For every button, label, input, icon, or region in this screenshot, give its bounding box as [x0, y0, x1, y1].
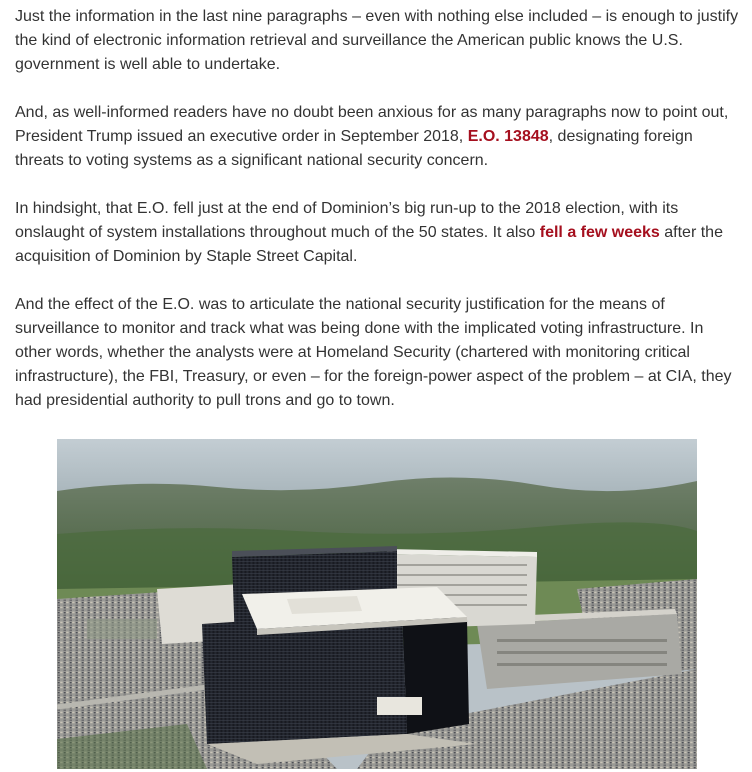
paragraph-2-text-b: , designating foreign threats to voting systems as a significant national security concern. [15, 128, 693, 169]
aerial-photo-illustration [57, 439, 697, 769]
paragraph-2 [15, 101, 743, 173]
paragraph-3-text-a: In hindsight, that E.O. fell just at the end of Dominion’s big run-up to the 2018 election, with its onslaught of system installations throughout much of the 50 states. It also [15, 200, 679, 241]
paragraph-2-text-a: And, as well-informed readers have no doubt been anxious for as many paragraphs now to point out, President Trump issued an executive order in September 2018, [15, 104, 729, 145]
paragraph-4: And the effect of the E.O. was to articulate the national security justification for the means of surveillance to monitor and track what was being done with the implicated voting infrastructure. In other words, whether the analysts were at Homeland Security (chartered with monitoring critical infrastructure), the FBI, Treasury, or even – for the foreign-power aspect of the problem – at CIA, they had presidential authority to pull trons and go to town. [15, 296, 732, 409]
fell-a-few-weeks-link[interactable]: fell a few weeks [539, 224, 660, 241]
article-body [15, 5, 743, 437]
paragraph-3-text-b: after the acquisition of Dominion by Staple Street Capital. [15, 224, 723, 265]
paragraph-3 [15, 197, 743, 269]
eo-13848-link[interactable]: E.O. 13848 [467, 128, 549, 145]
nsa-headquarters-photo [57, 439, 697, 769]
paragraph-1: Just the information in the last nine paragraphs – even with nothing else included – is enough to justify the kind of electronic information retrieval and surveillance the American public knows the U.S. government is well able to undertake. [15, 8, 739, 73]
